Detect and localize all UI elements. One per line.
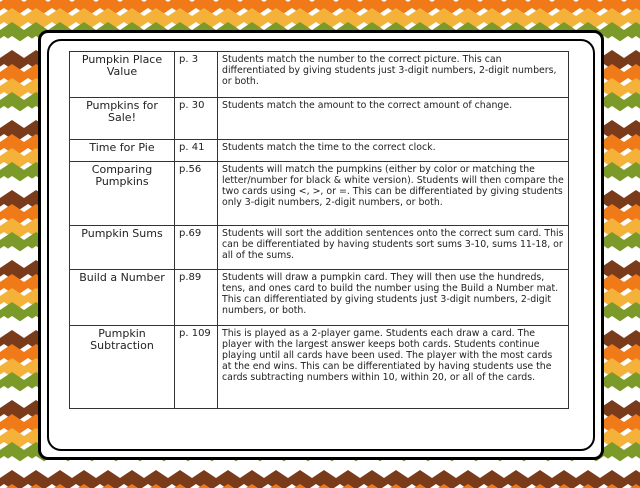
table-row [70,140,569,162]
table-row [70,52,569,98]
activity-description: This is played as a 2-player game. Students each draw a card. The player with the largest answer keeps both cards. Students continue playing until all cards have been used. The player with the most cards at the end wins. This can be differentiated by having students use the cards subtracting numbers within 10, within 20, or all of the cards. [218,326,569,409]
table-row [70,326,569,409]
table-row [70,270,569,326]
activity-name: Build a Number [70,270,175,326]
activity-name: Pumpkin Place Value [70,52,175,98]
page-number: p. 109 [175,326,218,409]
activity-name: Time for Pie [70,140,175,162]
table-row [70,98,569,140]
activity-description: Students will match the pumpkins (either by color or matching the letter/number for black & white version). Students will then compare the two cards using <, >, or =. This can be differentiated by giving students only 3-digit numbers, 2-digit numbers, or both. [218,162,569,226]
activity-description: Students match the amount to the correct amount of change. [218,98,569,140]
activity-name: Pumpkin Sums [70,226,175,270]
page-number: p.69 [175,226,218,270]
page-number: p. 41 [175,140,218,162]
page-number: p. 3 [175,52,218,98]
activity-description: Students match the time to the correct clock. [218,140,569,162]
activity-name: Comparing Pumpkins [70,162,175,226]
activity-name: Pumpkins for Sale! [70,98,175,140]
activity-name: Pumpkin Subtraction [70,326,175,409]
activity-description: Students will draw a pumpkin card. They will then use the hundreds, tens, and ones card to build the number using the Build a Number mat. This can differentiated by giving students just 3-digit numbers, 2-digit numbers, or both. [218,270,569,326]
table-row [70,162,569,226]
table-row [70,226,569,270]
activities-table [69,51,569,409]
activity-description: Students will sort the addition sentences onto the correct sum card. This can be differentiated by having students sort sums 3-10, sums 11-18, or all of the sums. [218,226,569,270]
page-number: p. 30 [175,98,218,140]
page-number: p.89 [175,270,218,326]
page-number: p.56 [175,162,218,226]
activity-description: Students match the number to the correct picture. This can differentiated by giving students just 3-digit numbers, 2-digit numbers, or both. [218,52,569,98]
chevron-stripe [0,470,640,488]
